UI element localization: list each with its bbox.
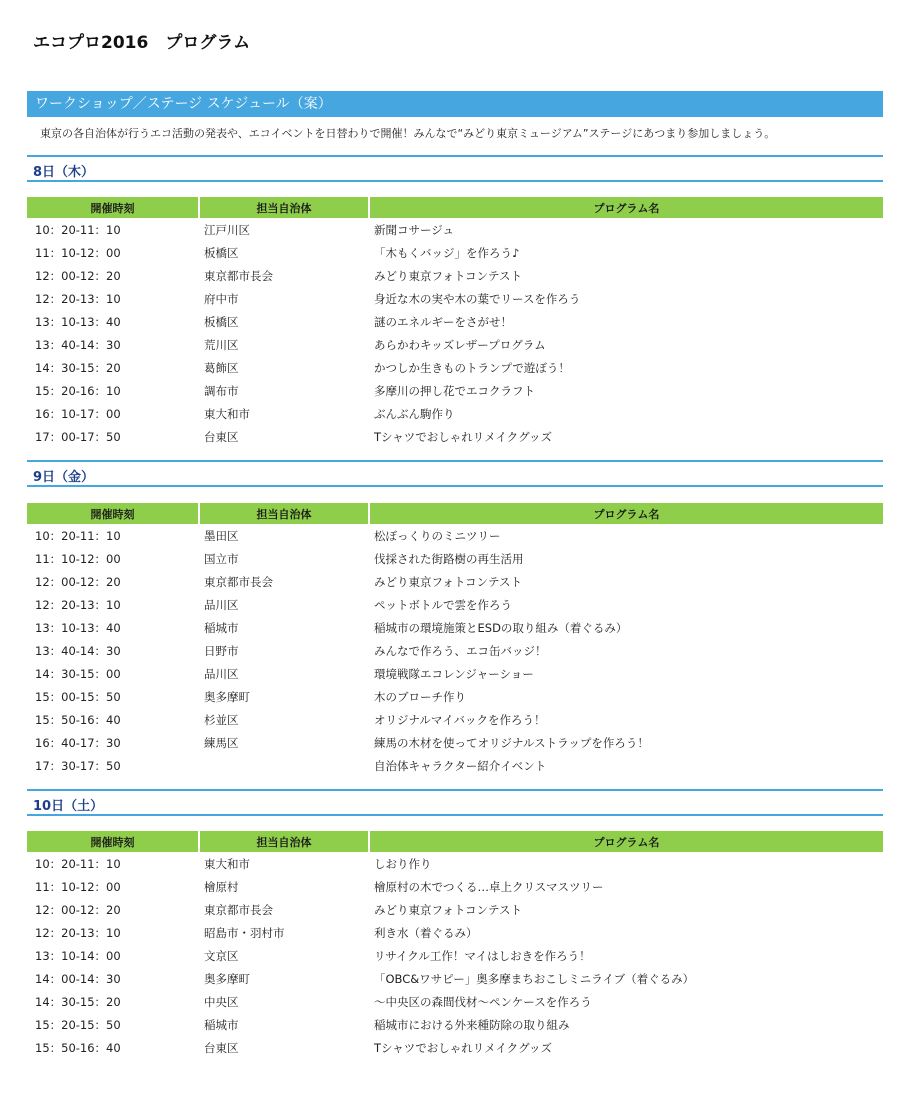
table-row — [27, 333, 883, 356]
time-cell: 13：40-14：30 — [35, 337, 121, 352]
page-title: エコプロ2016 プログラム — [33, 33, 251, 53]
table-row — [27, 944, 883, 967]
table-row — [27, 898, 883, 921]
table-row — [27, 264, 883, 287]
municipality-cell: 昭島市・羽村市 — [204, 925, 285, 940]
time-cell: 10：20-11：10 — [35, 528, 121, 543]
program-cell: みどり東京フォトコンテスト — [374, 574, 523, 589]
program-cell: 稲城市の環境施策とESDの取り組み（着ぐるみ） — [374, 620, 628, 635]
day-heading — [27, 789, 883, 816]
table-row — [27, 754, 883, 777]
header-time: 開催時刻 — [27, 197, 199, 218]
time-cell: 12：00-12：20 — [35, 574, 121, 589]
time-cell: 15：00-15：50 — [35, 689, 121, 704]
program-cell: 謎のエネルギーをさがせ！ — [374, 314, 512, 329]
municipality-cell: 日野市 — [204, 643, 239, 658]
municipality-cell: 調布市 — [204, 383, 239, 398]
table-row — [27, 1036, 883, 1059]
municipality-cell — [199, 754, 369, 777]
table-row — [27, 593, 883, 616]
table-body — [27, 524, 883, 777]
header-time: 開催時刻 — [27, 503, 199, 524]
header-municipality: 担当自治体 — [199, 503, 369, 524]
table-row — [27, 875, 883, 898]
table-row — [27, 356, 883, 379]
table-row — [27, 639, 883, 662]
schedule-table — [27, 503, 883, 777]
day-heading — [27, 155, 883, 182]
table-row — [27, 379, 883, 402]
municipality-cell: 江戸川区 — [204, 222, 250, 237]
municipality-cell: 檜原村 — [204, 879, 239, 894]
day-label: 9日（金） — [33, 470, 95, 485]
table-row — [27, 921, 883, 944]
header-time: 開催時刻 — [27, 831, 199, 852]
program-cell: あらかわキッズレザープログラム — [374, 337, 546, 352]
table-row — [27, 616, 883, 639]
municipality-cell: 国立市 — [204, 551, 239, 566]
municipality-cell: 東大和市 — [204, 406, 250, 421]
table-row — [27, 287, 883, 310]
time-cell: 15：20-16：10 — [35, 383, 121, 398]
time-cell: 15：50-16：40 — [35, 1040, 121, 1055]
program-cell: 伐採された街路樹の再生活用 — [374, 551, 524, 566]
table-row — [27, 990, 883, 1013]
program-cell: 「木もくバッジ」を作ろう♪ — [374, 245, 520, 260]
time-cell: 17：00-17：50 — [35, 429, 121, 444]
time-cell: 16：10-17：00 — [35, 406, 121, 421]
time-cell: 11：10-12：00 — [35, 245, 121, 260]
program-cell: ペットボトルで雲を作ろう — [374, 597, 512, 612]
day-label: 10日（土） — [33, 799, 104, 814]
table-header-row — [27, 197, 883, 218]
table-row — [27, 402, 883, 425]
program-cell: Tシャツでおしゃれリメイクグッズ — [374, 1040, 553, 1055]
municipality-cell: 文京区 — [204, 948, 239, 963]
table-row — [27, 731, 883, 754]
program-cell: 檜原村の木でつくる…卓上クリスマスツリー — [374, 879, 604, 894]
table-row — [27, 218, 883, 241]
municipality-cell: 台東区 — [204, 1040, 239, 1055]
header-program: プログラム名 — [369, 503, 883, 524]
time-cell: 12：20-13：10 — [35, 291, 121, 306]
table-row — [27, 524, 883, 547]
header-program: プログラム名 — [369, 831, 883, 852]
time-cell: 13：10-14：00 — [35, 948, 121, 963]
municipality-cell: 品川区 — [204, 597, 239, 612]
time-cell: 14：30-15：20 — [35, 994, 121, 1009]
program-cell: 「OBC&ワサピー」奥多摩まちおこしミニライブ（着ぐるみ） — [374, 971, 695, 986]
time-cell: 14：30-15：00 — [35, 666, 121, 681]
municipality-cell: 東大和市 — [204, 856, 250, 871]
municipality-cell: 中央区 — [204, 994, 239, 1009]
time-cell: 13：40-14：30 — [35, 643, 121, 658]
table-row — [27, 1013, 883, 1036]
municipality-cell: 東京都市長会 — [204, 574, 273, 589]
header-program: プログラム名 — [369, 197, 883, 218]
municipality-cell: 品川区 — [204, 666, 239, 681]
program-cell: 身近な木の実や木の葉でリースを作ろう — [374, 291, 581, 306]
header-municipality: 担当自治体 — [199, 197, 369, 218]
time-cell: 16：40-17：30 — [35, 735, 121, 750]
program-cell: 多摩川の押し花でエコクラフト — [374, 383, 535, 398]
time-cell: 12：00-12：20 — [35, 268, 121, 283]
day-label: 8日（木） — [33, 165, 95, 180]
table-row — [27, 852, 883, 875]
municipality-cell: 奥多摩町 — [204, 689, 250, 704]
municipality-cell: 稲城市 — [204, 1017, 239, 1032]
table-row — [27, 967, 883, 990]
municipality-cell: 東京都市長会 — [204, 902, 273, 917]
time-cell: 12：20-13：10 — [35, 597, 121, 612]
program-cell: Tシャツでおしゃれリメイクグッズ — [374, 429, 553, 444]
time-cell: 15：20-15：50 — [35, 1017, 121, 1032]
time-cell: 15：50-16：40 — [35, 712, 121, 727]
municipality-cell: 府中市 — [204, 291, 239, 306]
time-cell: 11：10-12：00 — [35, 551, 121, 566]
municipality-cell: 稲城市 — [204, 620, 239, 635]
time-cell: 13：10-13：40 — [35, 314, 121, 329]
time-cell: 14：00-14：30 — [35, 971, 121, 986]
program-cell: しおり作り — [374, 856, 432, 871]
program-cell: みどり東京フォトコンテスト — [374, 902, 523, 917]
municipality-cell: 荒川区 — [204, 337, 239, 352]
header-municipality: 担当自治体 — [199, 831, 369, 852]
program-cell: 利き水（着ぐるみ） — [374, 925, 478, 940]
intro-text: 東京の各自治体が行うエコ活動の発表や、エコイベントを日替わりで開催！みんなで“みどり東京ミュージアム”ステージにあつまり参加しましょう。 — [40, 127, 776, 140]
program-cell: 自治体キャラクター紹介イベント — [374, 758, 547, 773]
program-cell: ぶんぶん駒作り — [374, 406, 455, 421]
municipality-cell: 練馬区 — [204, 735, 239, 750]
table-row — [27, 570, 883, 593]
schedule-table — [27, 197, 883, 448]
municipality-cell: 杉並区 — [204, 712, 239, 727]
time-cell: 14：30-15：20 — [35, 360, 121, 375]
time-cell: 13：10-13：40 — [35, 620, 121, 635]
time-cell: 10：20-11：10 — [35, 856, 121, 871]
time-cell: 12：00-12：20 — [35, 902, 121, 917]
time-cell: 17：30-17：50 — [35, 758, 121, 773]
program-cell: オリジナルマイバックを作ろう！ — [374, 712, 546, 727]
time-cell: 12：20-13：10 — [35, 925, 121, 940]
table-row — [27, 310, 883, 333]
table-header-row — [27, 831, 883, 852]
table-row — [27, 425, 883, 448]
program-cell: 練馬の木材を使ってオリジナルストラップを作ろう！ — [374, 735, 649, 750]
table-row — [27, 662, 883, 685]
program-cell: みんなで作ろう、エコ缶バッジ！ — [374, 643, 547, 658]
program-cell: かつしか生きものトランプで遊ぼう！ — [374, 360, 570, 375]
time-cell: 11：10-12：00 — [35, 879, 121, 894]
program-cell: 木のブローチ作り — [374, 689, 466, 704]
program-cell: 新聞コサージュ — [374, 222, 455, 237]
program-cell: 松ぼっくりのミニツリー — [374, 528, 501, 543]
table-row — [27, 685, 883, 708]
table-row — [27, 708, 883, 731]
program-cell: みどり東京フォトコンテスト — [374, 268, 523, 283]
municipality-cell: 奥多摩町 — [204, 971, 250, 986]
day-heading — [27, 460, 883, 487]
table-header-row — [27, 503, 883, 524]
table-row — [27, 547, 883, 570]
table-row — [27, 241, 883, 264]
municipality-cell: 墨田区 — [204, 528, 239, 543]
time-cell: 10：20-11：10 — [35, 222, 121, 237]
table-body — [27, 218, 883, 448]
table-body — [27, 852, 883, 1059]
schedule-table — [27, 831, 883, 1059]
municipality-cell: 板橋区 — [204, 245, 239, 260]
program-cell: リサイクル工作！マイはしおきを作ろう！ — [374, 948, 591, 963]
municipality-cell: 葛飾区 — [204, 360, 239, 375]
schedule-banner: ワークショップ／ステージ スケジュール（案） — [27, 91, 883, 117]
municipality-cell: 東京都市長会 — [204, 268, 273, 283]
program-cell: 環境戦隊エコレンジャーショー — [374, 666, 534, 681]
program-cell: 稲城市における外来種防除の取り組み — [374, 1017, 570, 1032]
municipality-cell: 台東区 — [204, 429, 239, 444]
program-cell: 〜中央区の森間伐材〜ペンケースを作ろう — [374, 994, 592, 1009]
municipality-cell: 板橋区 — [204, 314, 239, 329]
